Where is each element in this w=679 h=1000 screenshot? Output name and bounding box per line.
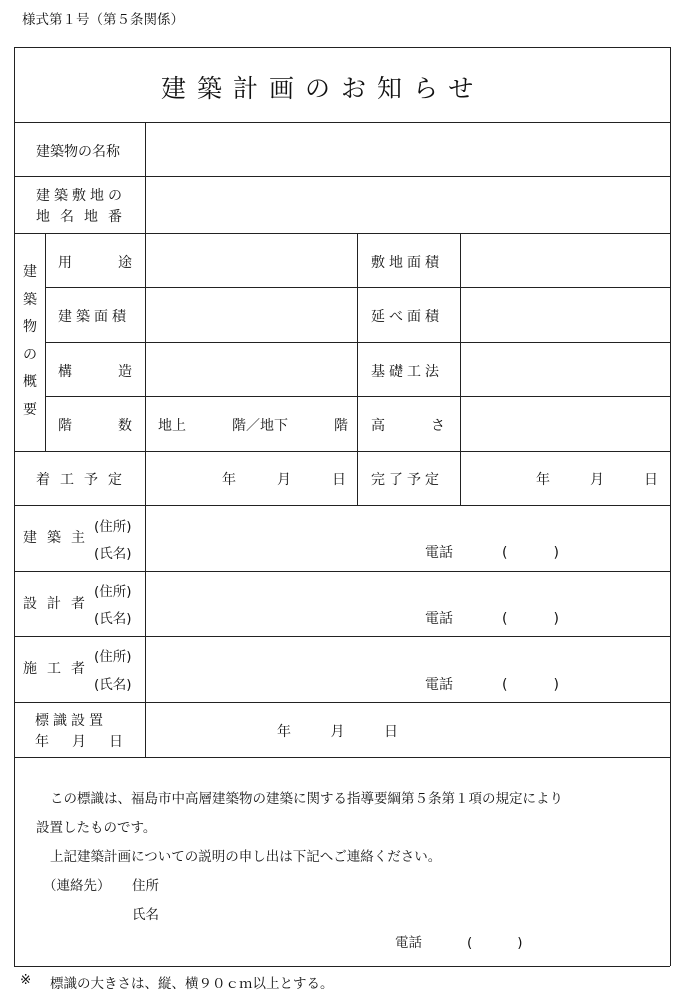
form-title: 建築計画のお知らせ [161,74,485,103]
contractor-name-label: (氏名) [94,677,132,693]
sign-date-value: 年 月 日 [277,724,398,740]
contact-address-label: 住所 [132,878,159,894]
site-area-label: 敷地面積 [371,255,443,271]
contact-phone-label: 電話 [395,935,422,951]
contact-phone-paren: ( ) [467,935,529,951]
site-label-line2: 地名地番 [36,209,132,225]
height-label: 高 さ [371,418,445,434]
owner-phone-paren: ( ) [502,545,565,561]
designer-address-label: (住所) [94,584,132,600]
footnote-text: 標識の大きさは、縦、横９０ｃｍ以上とする。 [50,976,334,992]
owner-name-label: (氏名) [94,546,132,562]
use-label: 用 途 [58,255,132,271]
end-date-value: 年 月 日 [536,472,658,488]
contractor-label: 施工者 [23,661,95,677]
start-date-label: 着工予定 [36,472,132,488]
overview-side-label: 建築物の概要 [23,264,37,418]
floors-value: 地上 階／地下 階 [158,418,348,434]
designer-phone-paren: ( ) [502,611,565,627]
end-date-label: 完了予定 [371,472,443,488]
foundation-label: 基礎工法 [371,364,443,380]
notice-line2: 設置したものです。 [36,820,157,836]
notice-line1: この標識は、福島市中高層建築物の建築に関する指導要綱第５条第１項の規定により [50,791,563,807]
contractor-phone-paren: ( ) [502,677,565,693]
owner-label: 建築主 [23,530,95,546]
sign-date-label-line2: 年 月 日 [35,734,123,750]
floor-area-label: 延べ面積 [371,309,443,325]
start-date-value: 年 月 日 [222,472,346,488]
contact-name-label: 氏名 [132,907,159,923]
designer-label: 設計者 [23,596,95,612]
designer-phone-label: 電話 [425,611,453,627]
building-area-label: 建築面積 [58,309,130,325]
owner-phone-label: 電話 [425,545,453,561]
sign-date-label-line1: 標識設置 [35,713,107,729]
contact-label: （連絡先） [43,878,111,894]
owner-address-label: (住所) [94,519,132,535]
contractor-phone-label: 電話 [425,677,453,693]
building-name-label: 建築物の名称 [36,144,120,160]
floors-label: 階 数 [58,418,132,434]
notice-line3: 上記建築計画についての説明の申し出は下記へご連絡ください。 [50,849,442,865]
footnote-mark: ※ [20,972,32,988]
form-number: 様式第１号（第５条関係） [22,12,184,28]
contractor-address-label: (住所) [94,649,132,665]
structure-label: 構 造 [58,364,132,380]
site-label-line1: 建築敷地の [36,188,126,204]
designer-name-label: (氏名) [94,611,132,627]
